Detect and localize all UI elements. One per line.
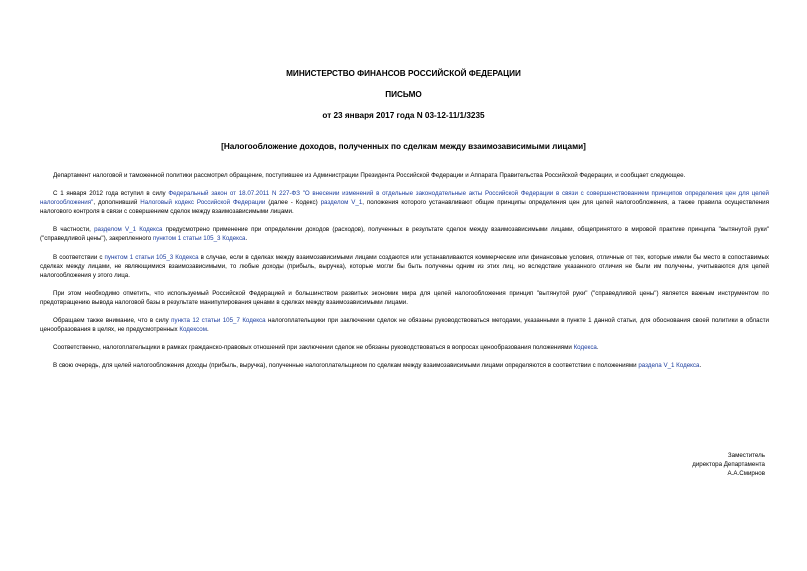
text: В частности, [53,226,95,234]
document-type: ПИСЬМО [385,90,422,99]
document-body [40,171,769,379]
text: , дополнивший [93,199,141,207]
paragraph-6 [40,316,769,334]
link-article-105-3[interactable]: пунктом 1 статьи 105_3 Кодекса [152,235,246,243]
paragraph-8 [40,361,769,370]
document-subject: [Налогообложение доходов, полученных по сделкам между взаимозависимыми лицами] [221,142,586,151]
text: Соответственно, налогоплательщики в рамках гражданско-правовых отношений при заключении сделок не обязаны руководствоваться в вопросах ценообразования положениями [53,344,574,352]
text: предусмотрено применение при определении доходов (расходов), полученных в результате сделок между взаимозависимыми лицами, общепринятого в мировой практике принципа "вытянутой руки" ("справедливой цены"), закрепленного [40,226,769,243]
signature-position: Заместитель [727,452,765,459]
paragraph-5: При этом необходимо отметить, что используемый Российской Федерацией и большинством развитых экономик мира для целей налогообложения принцип "вытянутой руки" ("справедливой цены") является важным инструментом по предотвращению вывода налоговой базы в результате манипулирования ценами в сделках между взаимозависимыми лицами. [40,289,769,306]
paragraph-1: Департамент налоговой и таможенной политики рассмотрел обращение, поступившее из Администрации Президента Российской Федерации и Аппарата Правительства Российской Федерации, и сообщает следующее. [53,172,686,179]
text: . [699,362,702,370]
ministry-title: МИНИСТЕРСТВО ФИНАНСОВ РОССИЙСКОЙ ФЕДЕРАЦИИ [286,69,521,78]
text: . [206,326,209,334]
link-federal-law-227[interactable]: Федеральный закон от 18.07.2011 N 227-ФЗ "О внесении изменений в отдельные законодательные акты Российской Федерации в связи с совершенствованием принципов определения цен для целей налогообложения" [40,190,769,207]
paragraph-2 [40,189,769,216]
text: (далее - Кодекс) [265,199,321,207]
link-section-v1-code[interactable]: раздела V_1 Кодекса [638,362,700,370]
signature-name: А.А.Смирнов [727,470,765,477]
text: Обращаем также внимание, что в силу [53,317,172,325]
link-article-105-7[interactable]: пункта 12 статьи 105_7 Кодекса [171,317,266,325]
text: В свою очередь, для целей налогообложения доходы (прибыль, выручка), полученные налогоплательщиком по сделкам между взаимозависимыми лицами определяются в соответствии с положениями [53,362,639,370]
text: С 1 января 2012 года вступил в силу [53,190,169,198]
paragraph-7 [40,343,769,352]
link-section-v1-code[interactable]: разделом V_1 Кодекса [94,226,163,234]
link-article-105-3[interactable]: пунктом 1 статьи 105_3 Кодекса [104,253,199,261]
paragraph-3 [40,225,769,243]
link-tax-code[interactable]: Налоговый кодекс Российской Федерации [140,199,266,207]
link-code[interactable]: Кодекса [573,344,597,352]
signature-block [692,451,765,478]
text: В соответствии с [53,253,105,261]
paragraph-4 [40,253,769,280]
text: налогоплательщики при заключении сделок не обязаны руководствоваться методами, указанными в пункте 1 данной статьи, для обоснования своей политики в области ценообразования в целях, не предусмотренных [40,317,769,334]
text: , положения которого устанавливают общие принципы определения цен для целей налогообложения, а также правила осуществления налогового контроля в связи с совершением сделок между взаимозависимыми лицами. [40,199,769,216]
link-code[interactable]: Кодексом [179,326,207,334]
signature-department: директора Департамента [692,461,765,468]
link-section-v1[interactable]: разделом V_1 [320,199,363,207]
document-date-number: от 23 января 2017 года N 03-12-11/1/3235 [322,111,485,120]
text: в случае, если в сделках между взаимозависимыми лицами создаются или устанавливаются коммерческие или финансовые условия, отличные от тех, которые имели бы место в сопоставимых сделках между лицами, не являющимися взаимозависимыми, то любые доходы (прибыль, выручка), которые могли бы быть получены одним из этих лиц, но вследствие указанного отличия не были им получены, учитываются для целей налогообложения у этого лица. [40,253,769,279]
text: . [245,235,248,243]
text: . [596,344,599,352]
